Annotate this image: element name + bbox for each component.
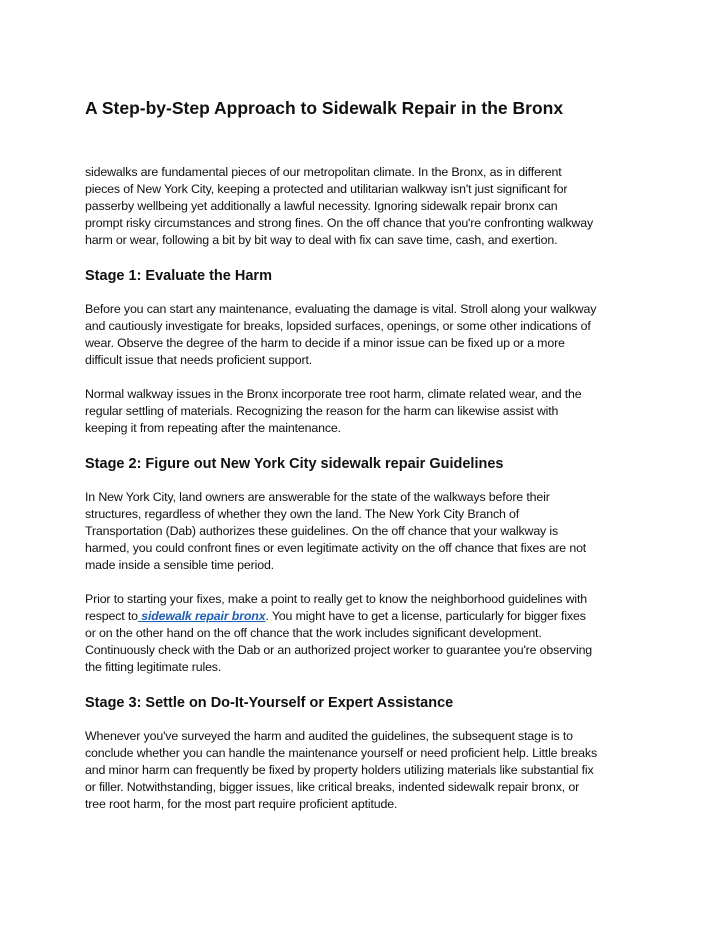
page-title: A Step-by-Step Approach to Sidewalk Repair in the Bronx: [85, 98, 564, 118]
text-line: and minor harm can frequently be fixed by property holders utilizing materials like substantial fix: [85, 763, 594, 777]
text-line: Normal walkway issues in the Bronx incorporate tree root harm, climate related wear, and the: [85, 387, 582, 401]
text-line: and cautiously investigate for breaks, lopsided surfaces, openings, or some other indications of: [85, 319, 591, 333]
text-line: or filler. Notwithstanding, bigger issues, like critical breaks, indented sidewalk repair bronx, or: [85, 780, 580, 794]
text-line: Transportation (Dab) authorizes these guidelines. On the off chance that your walkway is: [85, 524, 559, 538]
stage-1-heading: Stage 1: Evaluate the Harm: [85, 268, 272, 284]
text-line: keeping it from repeating after the maintenance.: [85, 421, 341, 435]
text-line: difficult issue that needs proficient support.: [85, 353, 313, 367]
text-line: harm or wear, following a bit by bit way to deal with fix can save time, cash, and exertion.: [85, 233, 558, 247]
sidewalk-repair-bronx-link[interactable]: sidewalk repair bronx: [137, 609, 266, 623]
document-body: [85, 164, 635, 830]
stage-3-paragraph-1: [85, 728, 635, 813]
text-line: made inside a sensible time period.: [85, 558, 274, 572]
text-fragment: . You might have to get a license, particularly for bigger fixes: [265, 609, 586, 623]
text-line: Whenever you've surveyed the harm and audited the guidelines, the subsequent stage is to: [85, 729, 573, 743]
intro-paragraph: [85, 164, 635, 249]
stage-1-paragraph-1: [85, 301, 635, 369]
text-fragment: respect to: [85, 609, 138, 623]
stage-2-paragraph-1: [85, 489, 635, 574]
stage-2-paragraph-2: [85, 591, 635, 676]
text-line: regular settling of materials. Recognizing the reason for the harm can likewise assist with: [85, 404, 559, 418]
text-line: Before you can start any maintenance, evaluating the damage is vital. Stroll along your walkway: [85, 302, 597, 316]
stage-1-paragraph-2: [85, 386, 635, 437]
text-line: Prior to starting your fixes, make a point to really get to know the neighborhood guidelines with: [85, 592, 588, 606]
text-line: Continuously check with the Dab or an authorized project worker to guarantee you're observing: [85, 643, 593, 657]
text-line: the fitting legitimate rules.: [85, 660, 222, 674]
text-line: harmed, you could confront fines or even legitimate activity on the off chance that fixes are not: [85, 541, 587, 555]
text-line: structures, regardless of whether they own the land. The New York City Branch of: [85, 507, 520, 521]
text-line: conclude whether you can handle the maintenance yourself or need proficient help. Little breaks: [85, 746, 597, 760]
text-line: wear. Observe the degree of the harm to decide if a minor issue can be fixed up or a more: [85, 336, 565, 350]
text-line: pieces of New York City, keeping a protected and utilitarian walkway isn't just significant for: [85, 182, 568, 196]
stage-3-heading: Stage 3: Settle on Do-It-Yourself or Expert Assistance: [85, 695, 454, 711]
text-line: sidewalks are fundamental pieces of our metropolitan climate. In the Bronx, as in different: [85, 165, 562, 179]
text-line: prompt risky circumstances and strong fines. On the off chance that you're confronting walkway: [85, 216, 594, 230]
text-line-with-link: [85, 608, 635, 625]
stage-2-heading: Stage 2: Figure out New York City sidewalk repair Guidelines: [85, 456, 504, 472]
text-line: tree root harm, for the most part require proficient aptitude.: [85, 797, 398, 811]
text-line: In New York City, land owners are answerable for the state of the walkways before their: [85, 490, 550, 504]
text-line: passerby wellbeing yet additionally a lawful necessity. Ignoring sidewalk repair bronx can: [85, 199, 558, 213]
text-line: or on the other hand on the off chance that the work includes significant development.: [85, 626, 542, 640]
